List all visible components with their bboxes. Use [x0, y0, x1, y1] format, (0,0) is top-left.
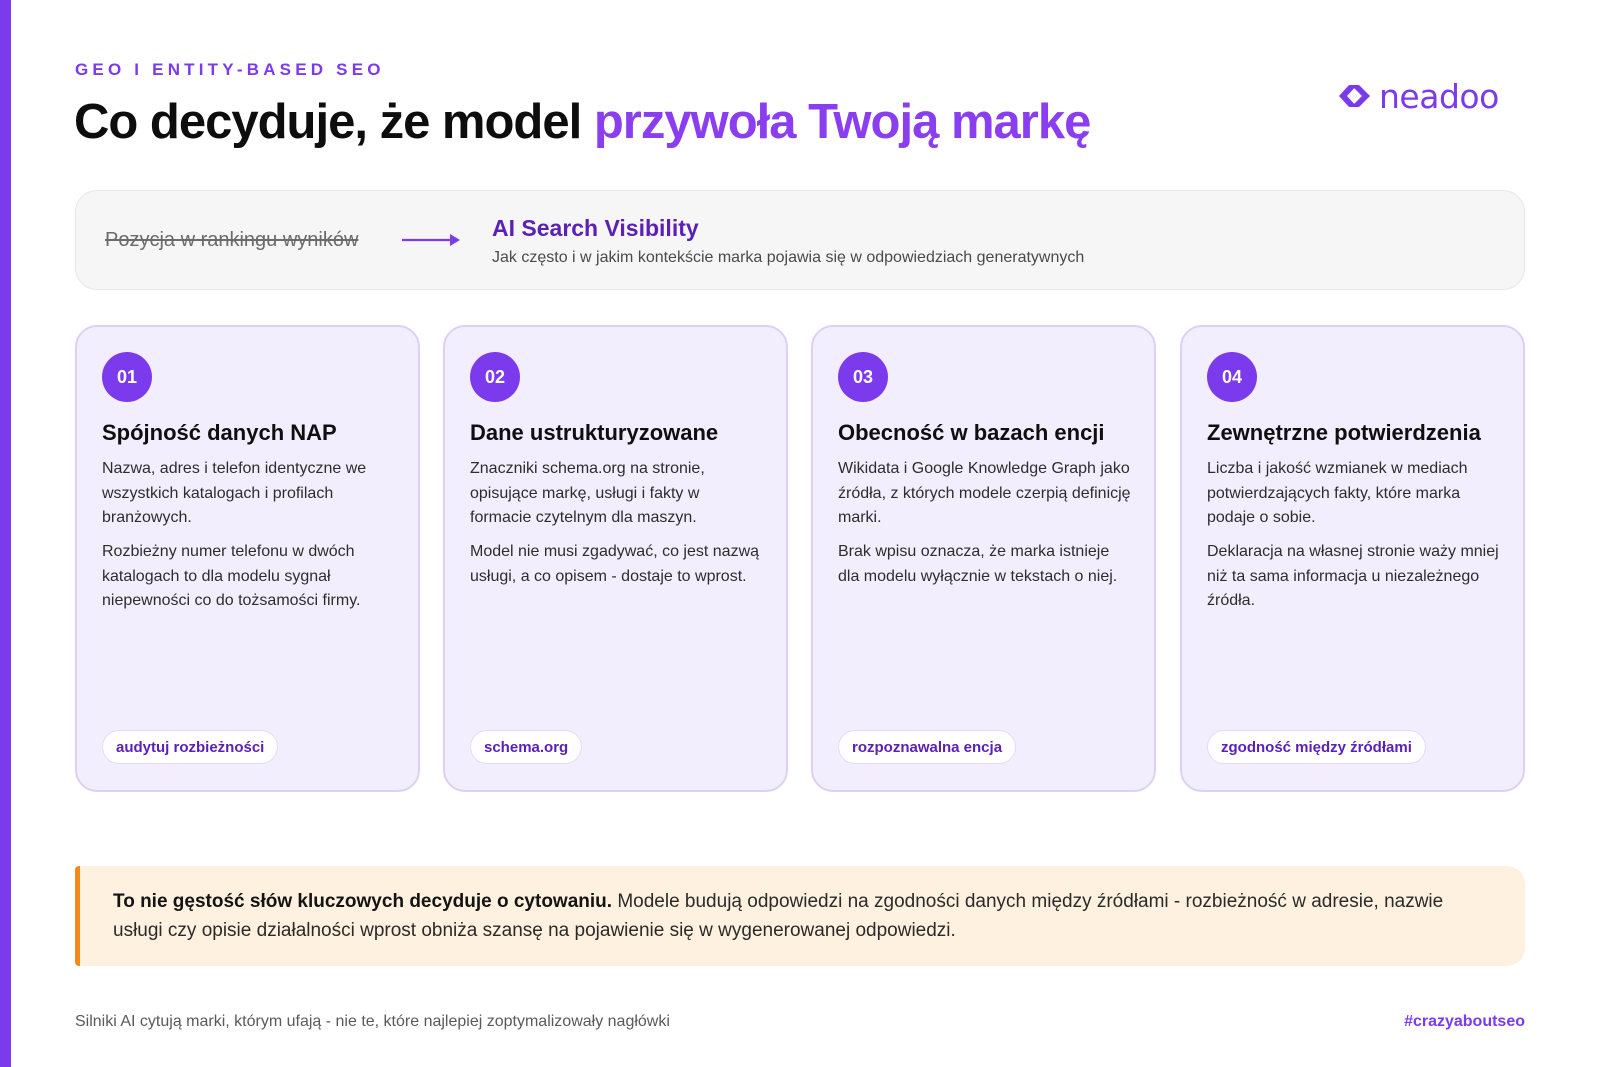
- card-detail: Rozbieżny numer telefonu w dwóch katalogach to dla modelu sygnał niepewności co do tożsamości firmy.: [102, 543, 361, 609]
- old-metric: Pozycja w rankingu wyników: [105, 229, 359, 251]
- card-title: Spójność danych NAP: [102, 420, 337, 445]
- card-description: Znaczniki schema.org na stronie, opisujące markę, usługi i fakty w formacie czytelnym dla maszyn.: [470, 460, 705, 526]
- arrow-right-icon: [402, 229, 464, 251]
- card-title: Obecność w bazach encji: [838, 420, 1105, 445]
- new-metric-description: Jak często i w jakim kontekście marka pojawia się w odpowiedziach generatywnych: [492, 249, 1085, 266]
- left-accent-bar: [0, 0, 11, 1067]
- card-tag: rozpoznawalna encja: [838, 730, 1016, 764]
- card-description: Nazwa, adres i telefon identyczne we wszystkich katalogach i profilach branżowych.: [102, 460, 367, 526]
- card-number: 04: [1207, 352, 1257, 402]
- callout-bold: To nie gęstość słów kluczowych decyduje o cytowaniu.: [113, 891, 613, 912]
- card-tag: audytuj rozbieżności: [102, 730, 278, 764]
- footer-hashtag: #crazyaboutseo: [1404, 1013, 1525, 1030]
- eyebrow-label: GEO I ENTITY-BASED SEO: [75, 60, 385, 79]
- card-detail: Brak wpisu oznacza, że marka istnieje dla modelu wyłącznie w tekstach o niej.: [838, 543, 1118, 585]
- card-external-confirmations: [1180, 325, 1525, 792]
- callout-body: Modele budują odpowiedzi na zgodności danych między źródłami - rozbieżność w adresie, nazwie usługi czy opisie działalności wprost obniża szansę na pojawienie się w wygenerowanej odpowiedzi.: [113, 891, 1444, 941]
- brand-logo: [1337, 76, 1499, 116]
- card-description: Liczba i jakość wzmianek w mediach potwierdzających fakty, które marka podaje o sobie.: [1207, 460, 1468, 526]
- title-plain: Co decyduje, że model: [74, 95, 594, 149]
- card-nap: [75, 325, 420, 792]
- card-detail: Model nie musi zgadywać, co jest nazwą usługi, a co opisem - dostaje to wprost.: [470, 543, 760, 585]
- card-tag: zgodność między źródłami: [1207, 730, 1426, 764]
- card-number: 03: [838, 352, 888, 402]
- card-title: Zewnętrzne potwierdzenia: [1207, 420, 1481, 445]
- card-number: 01: [102, 352, 152, 402]
- card-description: Wikidata i Google Knowledge Graph jako źródła, z których modele czerpią definicję marki.: [838, 460, 1131, 526]
- logo-text: neadoo: [1379, 76, 1499, 116]
- double-chevron-icon: [1337, 80, 1377, 112]
- card-detail: Deklaracja na własnej stronie waży mniej niż ta sama informacja u niezależnego źródła.: [1207, 543, 1499, 609]
- card-structured-data: [443, 325, 788, 792]
- footer-caption: Silniki AI cytują marki, którym ufają - nie te, które najlepiej zoptymalizowały nagłówki: [75, 1013, 670, 1030]
- title-accent: przywoła Twoją markę: [593, 95, 1091, 149]
- callout-note: [75, 866, 1525, 966]
- card-entity-databases: [811, 325, 1156, 792]
- card-number: 02: [470, 352, 520, 402]
- page-title: [74, 94, 1090, 150]
- visibility-banner: [75, 190, 1525, 290]
- callout-text: [113, 888, 1483, 945]
- card-title: Dane ustrukturyzowane: [470, 420, 719, 445]
- new-metric-title: AI Search Visibility: [492, 215, 699, 241]
- card-tag: schema.org: [470, 730, 582, 764]
